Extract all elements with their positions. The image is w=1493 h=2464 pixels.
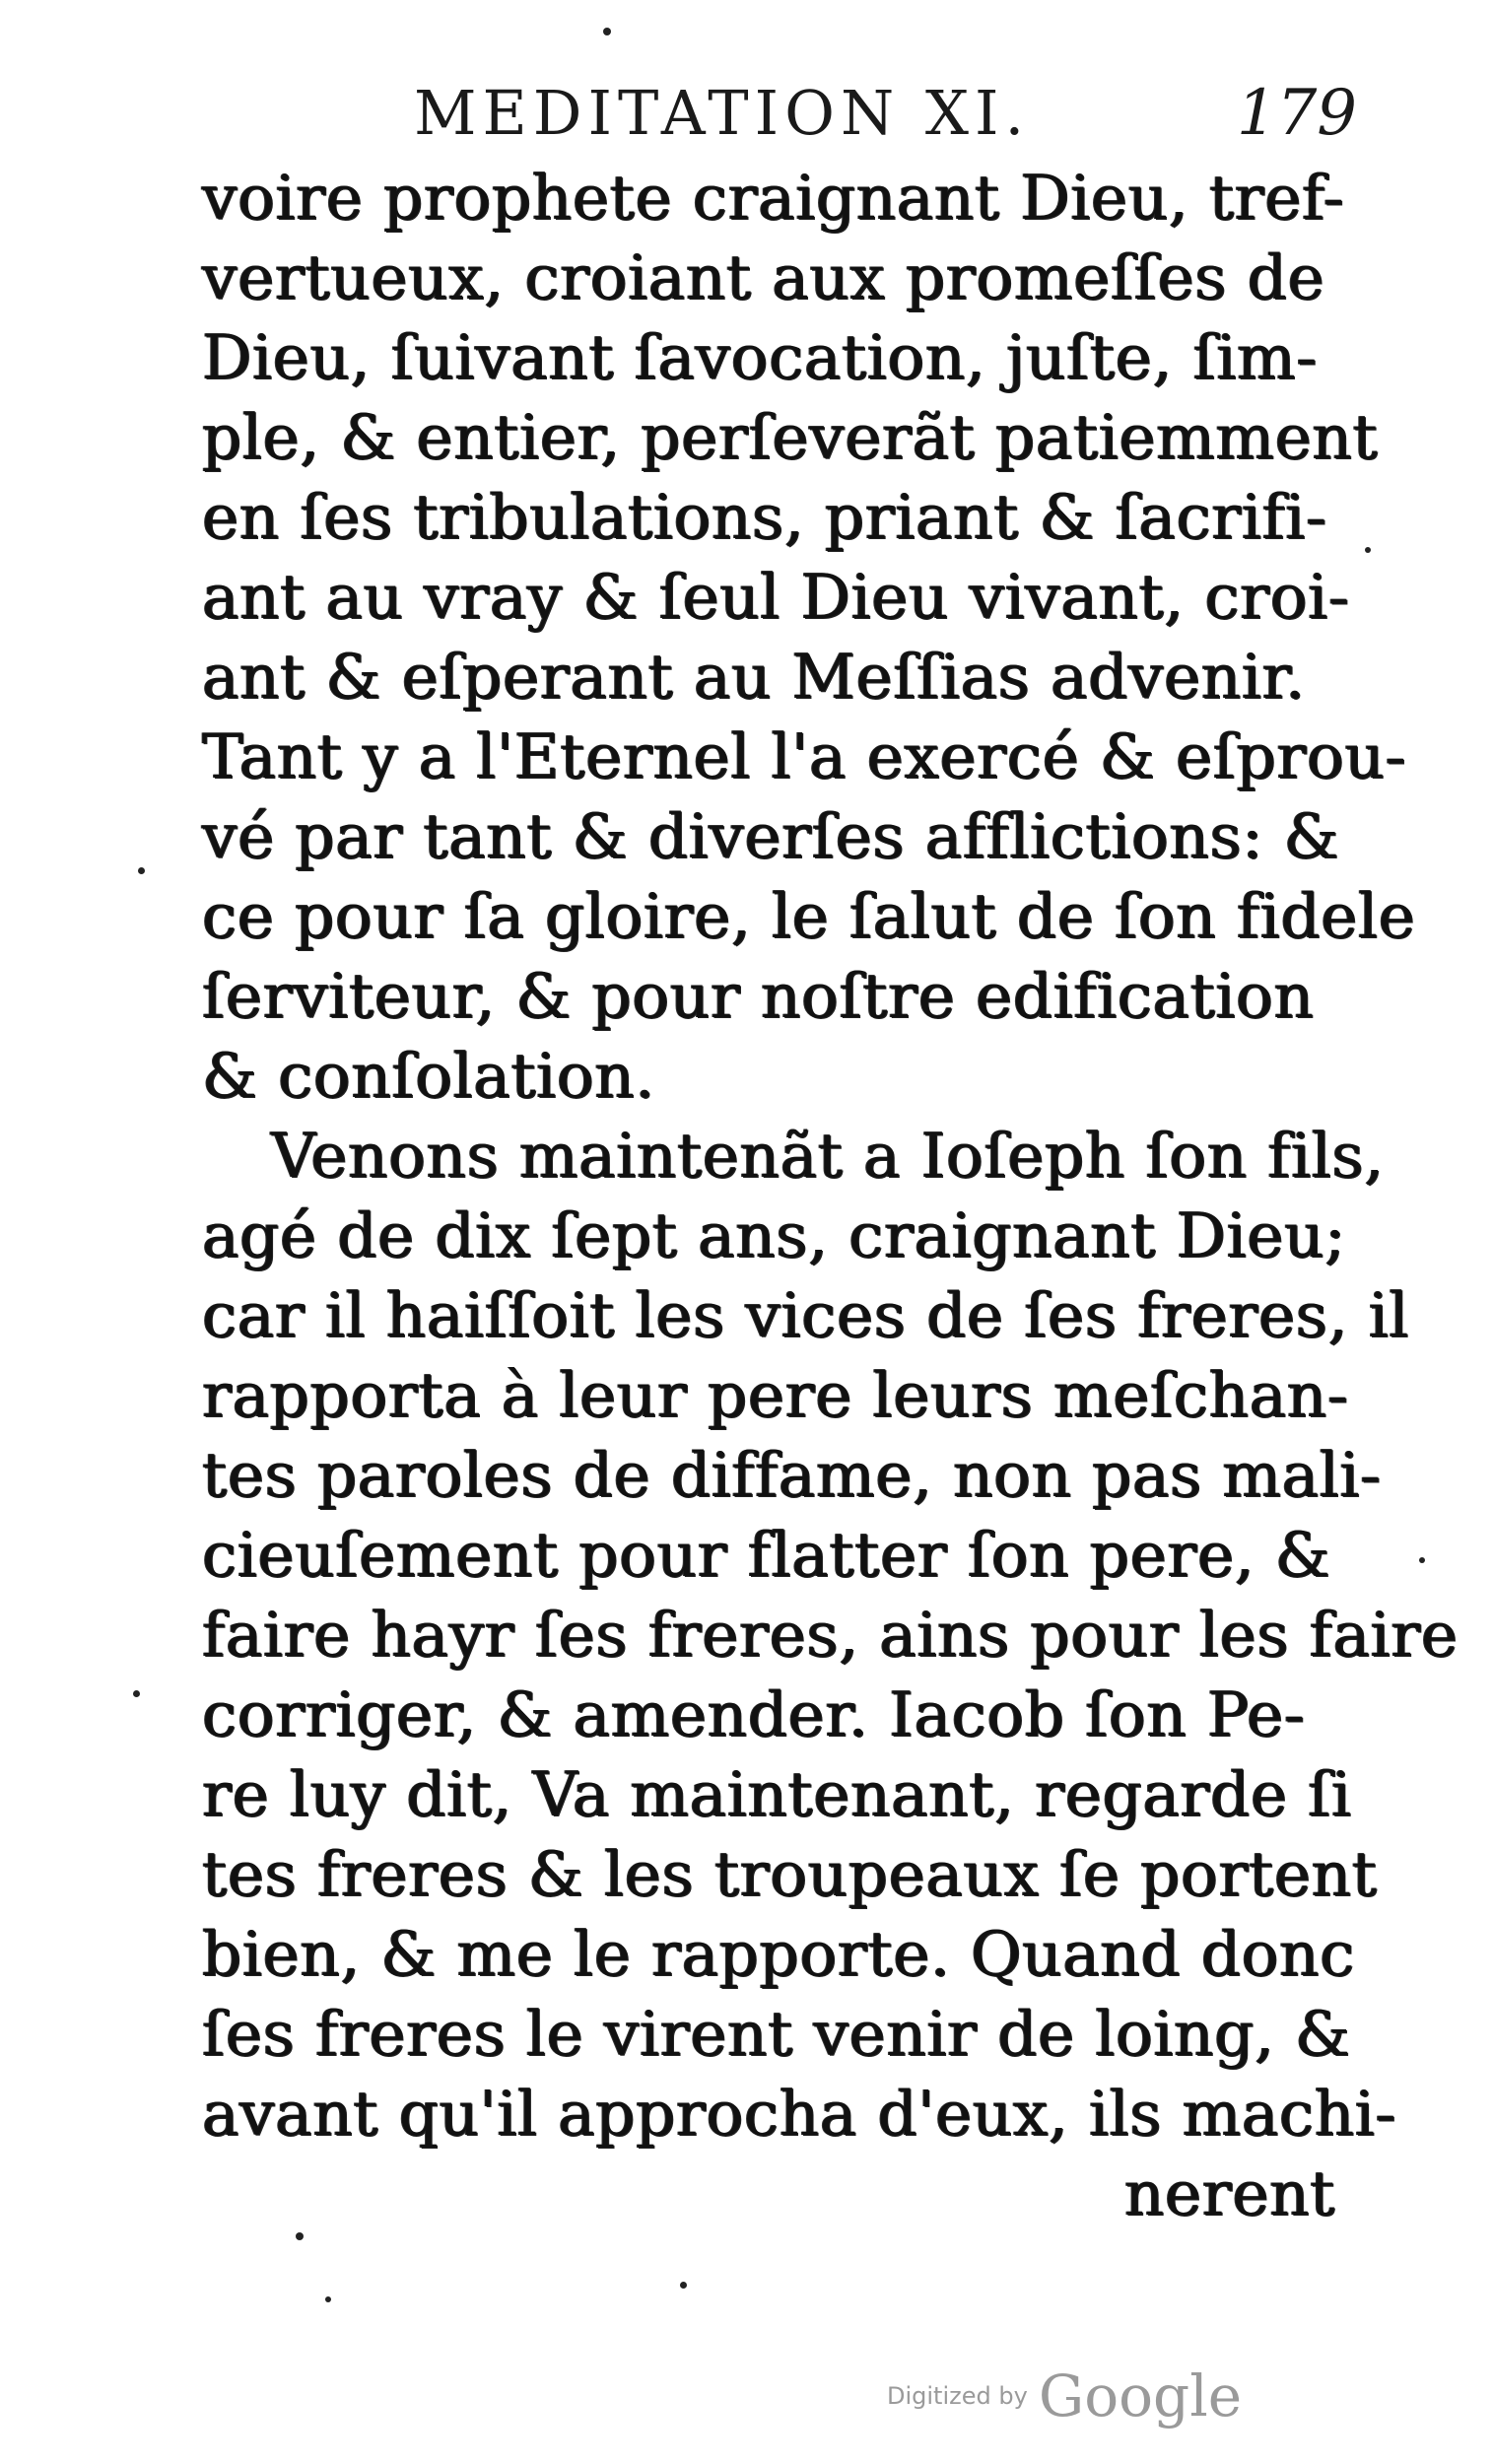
text-line: avant qu'il approcha d'eux, ils machi- xyxy=(202,2078,1397,2150)
text-line: agé de dix ſept ans, craignant Dieu; xyxy=(202,1199,1346,1271)
text-line: vé par tant & diverſes afflictions: & xyxy=(202,800,1340,872)
text-line: ant au vray & ſeul Dieu vivant, croi- xyxy=(202,561,1350,633)
watermark-brand: Google xyxy=(1038,2362,1243,2430)
text-line: vertueux, croiant aux promeſſes de xyxy=(202,241,1325,313)
text-line: bien, & me le rapporte. Quand donc xyxy=(202,1918,1355,1990)
text-line: cieuſement pour flatter ſon pere, & xyxy=(202,1519,1331,1591)
digitization-watermark xyxy=(887,2362,1242,2430)
text-line: tes freres & les troupeaux ſe portent xyxy=(202,1838,1378,1910)
text-line: rapporta à leur pere leurs meſchan- xyxy=(202,1359,1349,1431)
text-line: faire hayr ſes freres, ains pour les faire xyxy=(202,1599,1459,1671)
ink-speck xyxy=(1419,1557,1425,1563)
body-text xyxy=(202,158,1459,2233)
ink-speck xyxy=(133,1690,140,1697)
text-line: car il haiſſoit les vices de ſes freres, il xyxy=(202,1279,1409,1351)
text-line: Tant y a l'Eternel l'a exercé & eſprou- xyxy=(202,720,1407,792)
catchword: nerent xyxy=(1123,2157,1335,2229)
text-line: ant & eſperant au Meſſias advenir. xyxy=(202,641,1306,713)
text-line: voire prophete craignant Dieu, tref- xyxy=(202,162,1345,234)
text-line: ſerviteur, & pour noſtre edification xyxy=(202,960,1315,1032)
ink-speck xyxy=(680,2282,687,2289)
ink-speck xyxy=(603,28,611,35)
text-line: ple, & entier, perſeverãt patiemment xyxy=(202,401,1379,473)
watermark-prefix: Digitized by xyxy=(887,2382,1028,2410)
text-line: en ſes tribulations, priant & ſacrifi- xyxy=(202,481,1327,553)
ink-speck xyxy=(325,2296,331,2302)
text-line: ſes freres le virent venir de loing, & xyxy=(202,1998,1351,2070)
text-line: & conſolation. xyxy=(202,1040,655,1112)
text-line: ce pour ſa gloire, le ſalut de ſon fidele xyxy=(202,880,1416,952)
text-line: Dieu, ſuivant ſavocation, juſte, ſim- xyxy=(202,321,1319,393)
text-line: Venons maintenãt a Ioſeph ſon fils, xyxy=(271,1120,1385,1192)
text-line: tes paroles de diffame, non pas mali- xyxy=(202,1439,1382,1511)
ink-speck xyxy=(1365,547,1371,553)
ink-speck xyxy=(138,867,145,874)
text-line: corriger, & amender. Iacob ſon Pe- xyxy=(202,1678,1306,1750)
page-number: 179 xyxy=(1236,77,1357,150)
running-head: MEDITATION XI. xyxy=(414,77,1031,149)
text-line: re luy dit, Va maintenant, regarde ſi xyxy=(202,1758,1352,1830)
ink-speck xyxy=(296,2232,304,2240)
